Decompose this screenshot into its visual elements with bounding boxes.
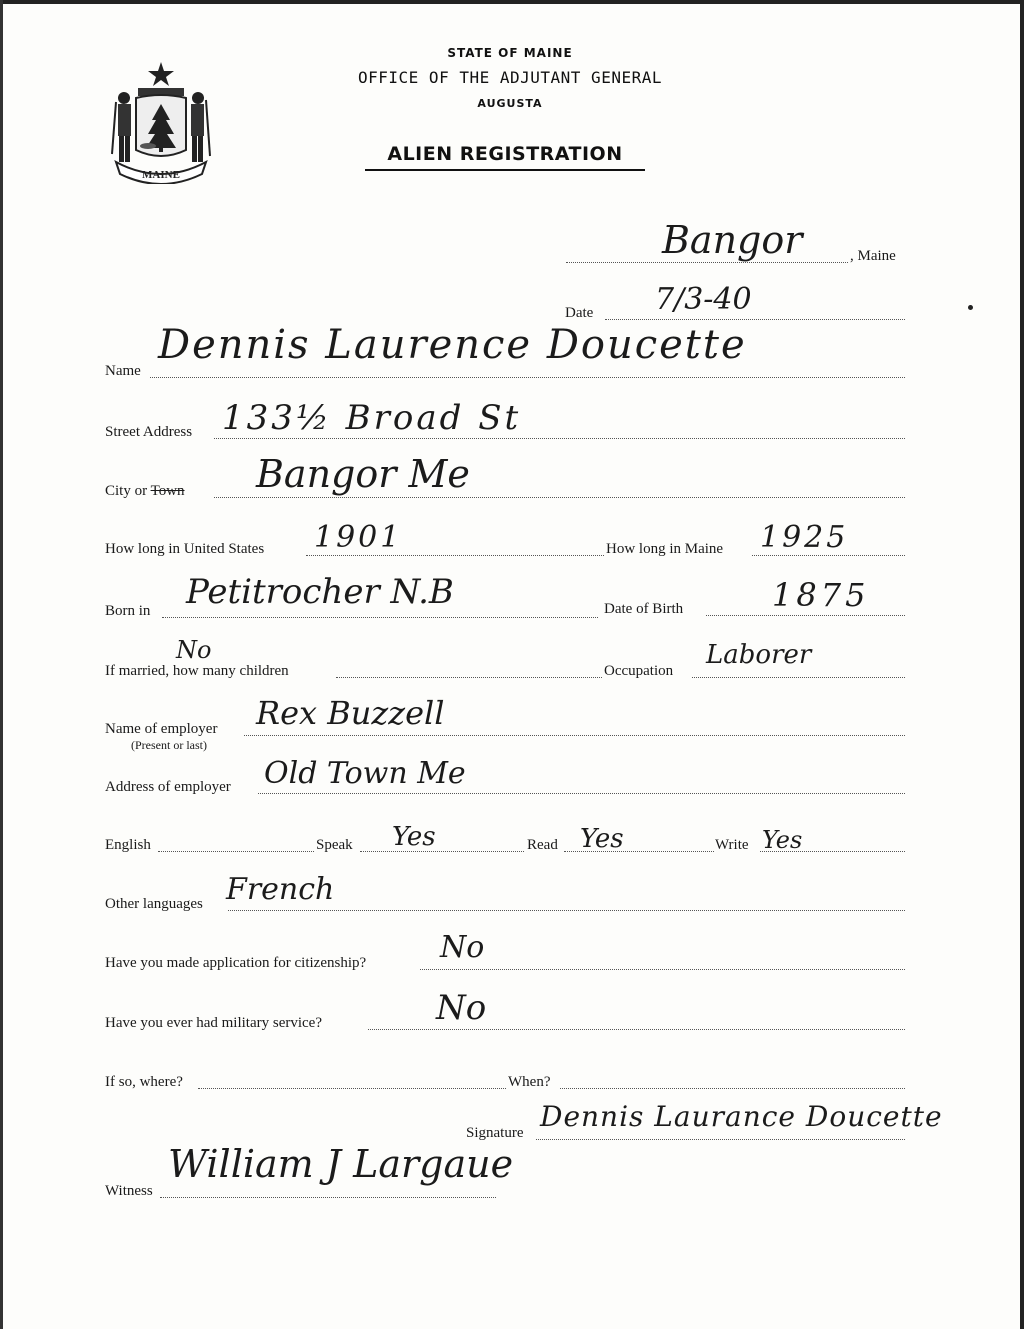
employer-address-label: Address of employer (105, 779, 231, 795)
scan-border-top (0, 0, 1024, 4)
title-underline (365, 169, 645, 171)
state-heading: STATE OF MAINE (447, 46, 573, 60)
form-title: ALIEN REGISTRATION (387, 143, 623, 165)
born-in-line (162, 617, 598, 618)
occupation-label: Occupation (604, 663, 674, 679)
speak-line (360, 851, 524, 852)
scan-border-left (0, 0, 3, 1329)
when-label: When? (508, 1074, 551, 1090)
read-value: Yes (580, 824, 624, 854)
citizenship-line (420, 969, 905, 970)
seal-motto: MAINE (142, 169, 180, 181)
witness-line (160, 1197, 496, 1198)
signature-value: Dennis Laurance Doucette (540, 1100, 943, 1133)
date-line (605, 319, 905, 320)
citizenship-value: No (440, 930, 485, 965)
date-of-birth-line (706, 615, 905, 616)
married-children-label: If married, how many children (105, 663, 289, 679)
street-address-value: 133½ Broad St (222, 398, 522, 438)
how-long-maine-label: How long in Maine (606, 541, 724, 557)
witness-value: William J Largaue (168, 1142, 514, 1186)
employer-name-note: (Present or last) (131, 738, 207, 752)
date-of-birth-value: 1875 (772, 576, 870, 614)
date-label: Date (565, 305, 594, 321)
employer-name-label: Name of employer (105, 721, 218, 737)
speak-value: Yes (392, 822, 436, 852)
if-so-where-line (198, 1088, 506, 1089)
city-value: Bangor Me (256, 452, 470, 496)
married-children-line (336, 677, 602, 678)
employer-name-value: Rex Buzzell (256, 694, 445, 732)
name-value: Dennis Laurence Doucette (158, 322, 747, 368)
read-label: Read (527, 837, 558, 853)
born-in-value: Petitrocher N.B (186, 572, 454, 612)
maine-label: , Maine (850, 248, 896, 264)
other-languages-value: French (226, 872, 335, 907)
military-line (368, 1029, 905, 1030)
other-languages-label: Other languages (105, 896, 203, 912)
date-value: 7/3-40 (655, 282, 752, 317)
town-value: Bangor (662, 218, 803, 262)
town-line (566, 262, 848, 263)
if-so-where-label: If so, where? (105, 1074, 183, 1090)
witness-label: Witness (105, 1183, 153, 1199)
write-value: Yes (762, 826, 803, 854)
signature-label: Signature (466, 1125, 524, 1141)
citizenship-label: Have you made application for citizenship? (105, 955, 367, 971)
english-line (158, 851, 314, 852)
street-address-label: Street Address (105, 424, 193, 440)
employer-address-value: Old Town Me (264, 756, 466, 791)
how-long-us-line (306, 555, 604, 556)
when-line (560, 1088, 905, 1089)
military-label: Have you ever had military service? (105, 1015, 322, 1031)
english-label: English (105, 837, 151, 853)
signature-line (536, 1139, 905, 1140)
write-label: Write (715, 837, 749, 853)
occupation-value: Laborer (706, 640, 812, 670)
city-line (214, 497, 905, 498)
name-line (150, 377, 905, 378)
married-children-value: No (176, 636, 212, 664)
born-in-label: Born in (105, 603, 151, 619)
occupation-line (692, 677, 905, 678)
scan-border-right (1020, 0, 1024, 1329)
military-value: No (436, 988, 487, 1028)
how-long-maine-value: 1925 (760, 520, 849, 555)
city-or-text: City or (105, 483, 148, 499)
how-long-maine-line (752, 555, 905, 556)
scan-speck (968, 305, 973, 310)
street-address-line (214, 438, 905, 439)
city-heading: AUGUSTA (477, 97, 543, 110)
office-heading: OFFICE OF THE ADJUTANT GENERAL (358, 68, 662, 87)
speak-label: Speak (316, 837, 353, 853)
employer-name-line (244, 735, 905, 736)
state-seal-icon (108, 58, 214, 184)
city-or-label (105, 483, 185, 500)
how-long-us-label: How long in United States (105, 541, 265, 557)
other-languages-line (228, 910, 905, 911)
date-of-birth-label: Date of Birth (604, 601, 684, 617)
employer-address-line (258, 793, 905, 794)
how-long-us-value: 1901 (314, 520, 403, 555)
name-label: Name (105, 363, 141, 379)
town-struck-text: Town (150, 483, 185, 499)
